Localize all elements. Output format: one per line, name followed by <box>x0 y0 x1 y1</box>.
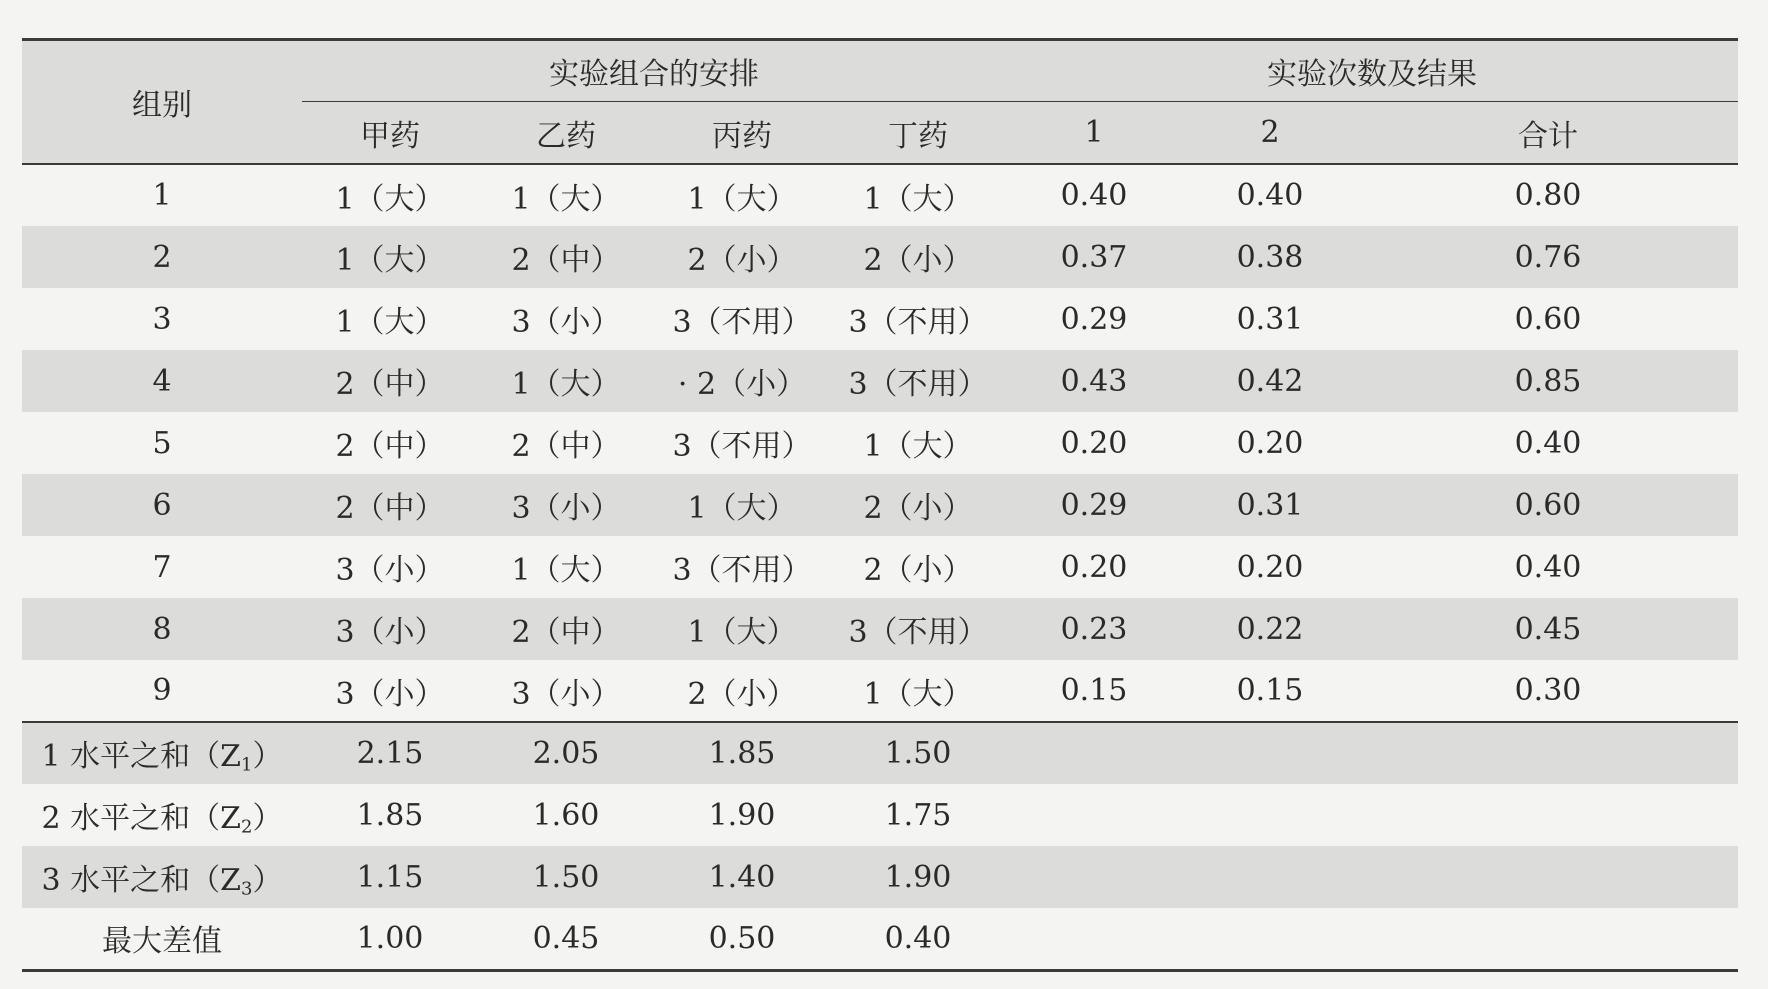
table-cell: 2（中） <box>511 243 621 278</box>
table-cell: 2（小） <box>863 243 973 278</box>
table-cell: 0.23 <box>1060 611 1128 647</box>
empty-cell <box>1358 846 1738 908</box>
summary-label-text: 2 水平之和（Z <box>41 800 241 836</box>
table-cell: 2（中） <box>335 491 445 526</box>
group-cell: 2 <box>152 239 172 275</box>
summary-row <box>22 722 1738 784</box>
table-cell: 2（中） <box>335 367 445 402</box>
empty-cell <box>1358 722 1738 784</box>
group-cell: 4 <box>152 363 172 399</box>
header-drug: 乙药 <box>478 102 654 165</box>
summary-value: 0.50 <box>654 908 830 970</box>
header-trial: 2 <box>1182 102 1358 165</box>
header-drug: 甲药 <box>302 102 478 165</box>
table-cell: 0.15 <box>1236 673 1304 708</box>
table-cell: 3（小） <box>335 615 445 650</box>
group-cell: 5 <box>152 425 172 461</box>
table-cell: 0.20 <box>1236 425 1304 461</box>
group-cell: 6 <box>152 487 172 523</box>
summary-label <box>22 722 302 784</box>
table-cell: 0.42 <box>1236 363 1304 399</box>
table-cell: 0.76 <box>1514 239 1582 275</box>
summary-value: 1.50 <box>830 722 1006 784</box>
table-cell: 3（小） <box>511 676 621 712</box>
table-cell: 2（小） <box>863 553 973 588</box>
table-row <box>22 288 1738 350</box>
table-cell: 0.40 <box>1060 178 1128 213</box>
table-cell: 0.37 <box>1060 239 1128 275</box>
summary-label <box>22 908 302 970</box>
table-row <box>22 598 1738 660</box>
summary-value: 1.90 <box>884 859 952 895</box>
table-cell: 1（大） <box>863 676 973 712</box>
summary-label-text: 1 水平之和（Z <box>41 739 241 775</box>
empty-cell <box>1182 784 1358 846</box>
summary-label-text: 3 水平之和（Z <box>41 862 241 898</box>
table-cell: 3（不用） <box>848 305 988 340</box>
table-cell: 1（大） <box>687 181 797 217</box>
table-row <box>22 474 1738 536</box>
table-row <box>22 536 1738 598</box>
empty-cell <box>1182 908 1358 970</box>
table-cell: 0.31 <box>1236 487 1304 523</box>
summary-row <box>22 908 1738 970</box>
table-cell: 0.20 <box>1236 549 1304 585</box>
orthogonal-experiment-table <box>22 38 1738 972</box>
group-cell: 9 <box>152 673 172 708</box>
summary-value: 0.45 <box>478 908 654 970</box>
table-cell: 2（中） <box>335 429 445 464</box>
table-cell: 2（小） <box>687 243 797 278</box>
table-cell: 0.85 <box>1514 363 1582 399</box>
table-cell: 3（小） <box>511 491 621 526</box>
group-cell: 1 <box>152 178 172 213</box>
table-cell: 0.80 <box>1514 178 1582 213</box>
summary-value: 2.15 <box>302 722 478 784</box>
header-results: 实验次数及结果 <box>1006 40 1738 102</box>
table-cell: 3（不用） <box>848 615 988 650</box>
header-trial: 1 <box>1006 102 1182 165</box>
summary-value: 1.75 <box>884 797 952 833</box>
table-cell: 3（小） <box>335 676 445 712</box>
table-summary <box>22 722 1738 970</box>
empty-cell <box>1006 846 1182 908</box>
summary-value: 1.90 <box>708 797 776 833</box>
table-cell: 1（大） <box>511 553 621 588</box>
table-cell: 1（大） <box>511 181 621 217</box>
table-row <box>22 660 1738 722</box>
header-group: 组别 <box>22 40 302 165</box>
summary-label-subscript: 2 <box>241 816 253 838</box>
empty-cell <box>1006 784 1182 846</box>
group-cell: 7 <box>152 549 172 585</box>
table-cell: 0.30 <box>1514 673 1582 708</box>
table-cell: 0.40 <box>1236 178 1304 213</box>
table-cell: 0.38 <box>1236 239 1304 275</box>
summary-label <box>22 846 302 908</box>
table-cell: 1（大） <box>863 429 973 464</box>
table-row <box>22 350 1738 412</box>
summary-label-close: ） <box>252 739 283 775</box>
summary-label-subscript: 3 <box>241 878 253 900</box>
table-cell: 0.40 <box>1514 425 1582 461</box>
table-row <box>22 164 1738 226</box>
table-body <box>22 164 1738 722</box>
summary-value: 1.15 <box>356 859 424 895</box>
group-cell: 3 <box>152 301 172 337</box>
table-row <box>22 412 1738 474</box>
table-cell: 3（不用） <box>672 429 812 464</box>
table-cell: 1（大） <box>863 181 973 217</box>
table-cell: 0.29 <box>1060 301 1128 337</box>
table-cell: 1（大） <box>335 181 445 217</box>
table-cell: 3（小） <box>511 305 621 340</box>
header-arrangement: 实验组合的安排 <box>302 40 1006 102</box>
summary-value: 1.40 <box>708 859 776 895</box>
table-cell: 2（小） <box>687 676 797 712</box>
empty-cell <box>1006 722 1182 784</box>
table-cell: 1（大） <box>511 367 621 402</box>
summary-value: 0.40 <box>830 908 1006 970</box>
table-cell: 2（中） <box>511 429 621 464</box>
table-cell: 0.40 <box>1514 549 1582 585</box>
table-cell: 2（小） <box>863 491 973 526</box>
table-cell: 3（小） <box>335 553 445 588</box>
table-cell: 3（不用） <box>848 367 988 402</box>
table-cell: 1（大） <box>335 305 445 340</box>
empty-cell <box>1182 846 1358 908</box>
group-cell: 8 <box>152 611 172 647</box>
table-cell: 1（大） <box>687 491 797 526</box>
table-cell: 3（不用） <box>672 553 812 588</box>
table-cell: 0.20 <box>1060 425 1128 461</box>
summary-label-close: ） <box>252 800 283 836</box>
table-cell: 0.22 <box>1236 611 1304 647</box>
header-drug: 丙药 <box>654 102 830 165</box>
table-cell: 0.60 <box>1514 487 1582 523</box>
empty-cell <box>1358 908 1738 970</box>
table-cell: 0.43 <box>1060 363 1128 399</box>
empty-cell <box>1358 784 1738 846</box>
summary-value: 1.85 <box>356 797 424 833</box>
table-cell: · 2（小） <box>677 367 807 402</box>
summary-label-subscript: 1 <box>241 754 253 776</box>
summary-value: 2.05 <box>478 722 654 784</box>
table-cell: 0.31 <box>1236 301 1304 337</box>
empty-cell <box>1006 908 1182 970</box>
summary-label <box>22 784 302 846</box>
table-cell: 0.45 <box>1514 611 1582 647</box>
summary-row <box>22 784 1738 846</box>
header-total: 合计 <box>1358 102 1738 165</box>
empty-cell <box>1182 722 1358 784</box>
table-row <box>22 226 1738 288</box>
table-cell: 2（中） <box>511 615 621 650</box>
summary-value: 1.60 <box>532 797 600 833</box>
table-cell: 0.60 <box>1514 301 1582 337</box>
summary-value: 1.00 <box>302 908 478 970</box>
summary-value: 1.50 <box>532 859 600 895</box>
table-cell: 1（大） <box>335 243 445 278</box>
table-cell: 0.20 <box>1060 549 1128 585</box>
data-table <box>22 38 1738 972</box>
summary-label-text: 最大差值 <box>102 924 222 960</box>
summary-value: 1.85 <box>654 722 830 784</box>
table-cell: 0.15 <box>1060 673 1128 708</box>
table-cell: 1（大） <box>687 615 797 650</box>
summary-label-close: ） <box>252 862 283 898</box>
table-cell: 3（不用） <box>672 305 812 340</box>
header-drug: 丁药 <box>830 102 1006 165</box>
table-cell: 0.29 <box>1060 487 1128 523</box>
summary-row <box>22 846 1738 908</box>
